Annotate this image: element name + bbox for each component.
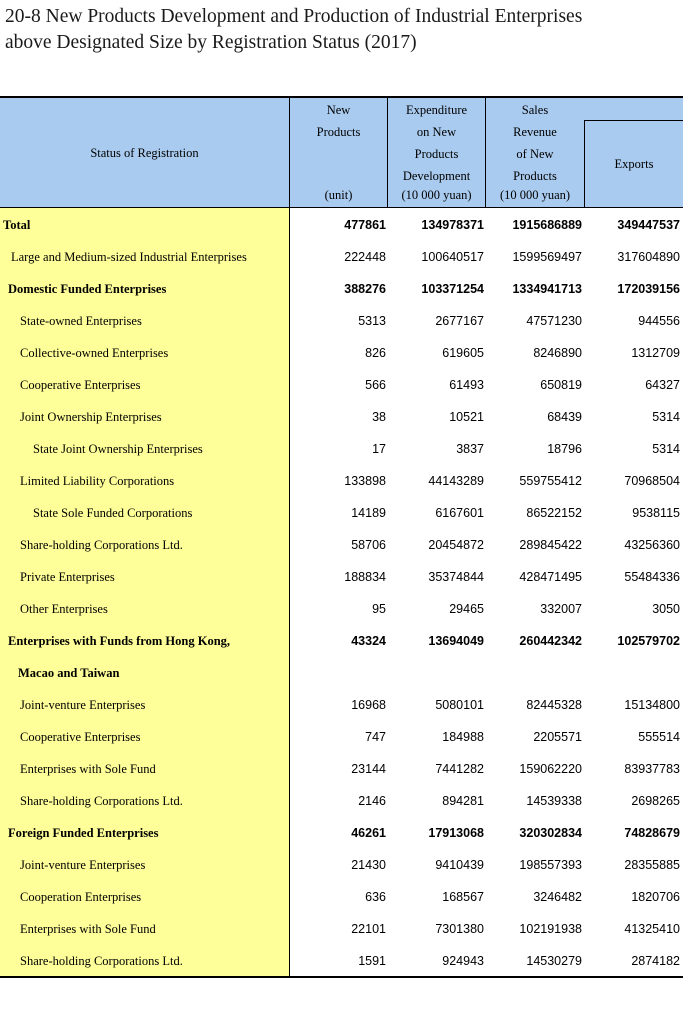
row-value: 428471495 xyxy=(519,570,582,584)
row-label: Total xyxy=(3,218,31,232)
row-value: 95 xyxy=(372,602,386,616)
row-value: 1312709 xyxy=(631,346,680,360)
table-row xyxy=(0,752,683,784)
row-value: 317604890 xyxy=(617,250,680,264)
row-value: 636 xyxy=(365,890,386,904)
row-value: 102191938 xyxy=(519,922,582,936)
table-row xyxy=(0,560,683,592)
table-row xyxy=(0,944,683,976)
table-row xyxy=(0,272,683,304)
row-value: 20454872 xyxy=(428,538,484,552)
row-value: 47571230 xyxy=(526,314,582,328)
header-expenditure-line: on New xyxy=(416,125,457,139)
row-value: 894281 xyxy=(442,794,484,808)
row-value: 18796 xyxy=(547,442,582,456)
row-value: 2677167 xyxy=(435,314,484,328)
row-value: 70968504 xyxy=(624,474,680,488)
table-header xyxy=(0,96,683,208)
table-body xyxy=(0,208,683,976)
row-value: 14189 xyxy=(351,506,386,520)
row-value: 38 xyxy=(372,410,386,424)
row-value: 43324 xyxy=(351,634,386,648)
row-value: 619605 xyxy=(442,346,484,360)
row-label: Foreign Funded Enterprises xyxy=(8,826,159,840)
header-expenditure xyxy=(388,98,486,207)
table-row xyxy=(0,688,683,720)
row-value: 5313 xyxy=(358,314,386,328)
row-value: 17913068 xyxy=(428,826,484,840)
table-row xyxy=(0,816,683,848)
row-value xyxy=(584,656,680,688)
row-value: 198557393 xyxy=(519,858,582,872)
table-row xyxy=(0,784,683,816)
row-value xyxy=(290,656,386,688)
row-label: Joint-venture Enterprises xyxy=(20,858,146,872)
row-label: Cooperation Enterprises xyxy=(20,890,142,904)
table-row xyxy=(0,336,683,368)
header-new-products-unit: (unit) xyxy=(324,188,353,202)
row-label: Collective-owned Enterprises xyxy=(20,346,169,360)
row-value: 17 xyxy=(372,442,386,456)
row-label: Large and Medium-sized Industrial Enterprises xyxy=(11,250,247,264)
row-value: 260442342 xyxy=(519,634,582,648)
row-value: 29465 xyxy=(449,602,484,616)
row-value: 1591 xyxy=(358,954,386,968)
row-value: 16968 xyxy=(351,698,386,712)
row-label: Limited Liability Corporations xyxy=(20,474,175,488)
row-value: 924943 xyxy=(442,954,484,968)
row-value: 55484336 xyxy=(624,570,680,584)
row-value: 555514 xyxy=(638,730,680,744)
row-value: 566 xyxy=(365,378,386,392)
row-label: Enterprises with Sole Fund xyxy=(20,922,156,936)
table-row xyxy=(0,464,683,496)
row-value: 8246890 xyxy=(533,346,582,360)
table-row xyxy=(0,656,683,688)
table-row xyxy=(0,848,683,880)
row-label: Joint-venture Enterprises xyxy=(20,698,146,712)
row-value: 102579702 xyxy=(617,634,680,648)
header-exports-label: Exports xyxy=(614,156,654,171)
row-value: 68439 xyxy=(547,410,582,424)
row-value: 332007 xyxy=(540,602,582,616)
table-row xyxy=(0,624,683,656)
row-value: 1820706 xyxy=(631,890,680,904)
row-label: Enterprises with Sole Fund xyxy=(20,762,156,776)
row-value: 650819 xyxy=(540,378,582,392)
table-row xyxy=(0,368,683,400)
header-sales-line: of New xyxy=(516,147,554,161)
row-value: 184988 xyxy=(442,730,484,744)
row-value: 74828679 xyxy=(624,826,680,840)
header-new-products xyxy=(290,98,388,207)
row-value: 103371254 xyxy=(421,282,484,296)
row-value: 222448 xyxy=(344,250,386,264)
row-value: 21430 xyxy=(351,858,386,872)
row-value: 3837 xyxy=(456,442,484,456)
header-sales-line: Revenue xyxy=(513,125,557,139)
row-label: Cooperative Enterprises xyxy=(20,378,141,392)
row-value: 64327 xyxy=(645,378,680,392)
row-value: 82445328 xyxy=(526,698,582,712)
page-title xyxy=(5,4,683,56)
row-value: 944556 xyxy=(638,314,680,328)
row-value: 5314 xyxy=(652,410,680,424)
row-value: 86522152 xyxy=(526,506,582,520)
table-row xyxy=(0,912,683,944)
header-exports xyxy=(584,120,683,207)
header-sales-unit: (10 000 yuan) xyxy=(499,188,571,202)
row-value: 1915686889 xyxy=(512,218,582,232)
row-value: 349447537 xyxy=(617,218,680,232)
row-value: 46261 xyxy=(351,826,386,840)
table-bottom-rule xyxy=(0,976,683,978)
row-value: 83937783 xyxy=(624,762,680,776)
row-value: 5314 xyxy=(652,442,680,456)
title-line-1: 20-8 New Products Development and Production of Industrial Enterprises xyxy=(5,6,583,27)
row-label: Share-holding Corporations Ltd. xyxy=(20,954,183,968)
row-value: 168567 xyxy=(442,890,484,904)
row-value: 388276 xyxy=(344,282,386,296)
row-value: 2146 xyxy=(358,794,386,808)
row-value: 61493 xyxy=(449,378,484,392)
row-value: 6167601 xyxy=(435,506,484,520)
table-row xyxy=(0,496,683,528)
header-sales-line: Sales xyxy=(521,103,549,117)
table-row xyxy=(0,400,683,432)
header-status-label: Status of Registration xyxy=(90,145,199,160)
row-value: 3050 xyxy=(652,602,680,616)
row-value: 826 xyxy=(365,346,386,360)
row-value: 15134800 xyxy=(624,698,680,712)
header-expenditure-line: Products xyxy=(414,147,459,161)
row-label: State Sole Funded Corporations xyxy=(33,506,193,520)
header-expenditure-line: Expenditure xyxy=(405,103,468,117)
row-value: 159062220 xyxy=(519,762,582,776)
row-value: 477861 xyxy=(344,218,386,232)
header-sales xyxy=(486,98,584,207)
header-status xyxy=(0,98,290,207)
row-value: 747 xyxy=(365,730,386,744)
row-label: Macao and Taiwan xyxy=(18,666,120,680)
table-row xyxy=(0,432,683,464)
row-value: 44143289 xyxy=(428,474,484,488)
row-value: 1334941713 xyxy=(512,282,582,296)
table-row xyxy=(0,240,683,272)
table-row xyxy=(0,208,683,240)
row-value: 9410439 xyxy=(435,858,484,872)
row-value: 14530279 xyxy=(526,954,582,968)
row-label: Joint Ownership Enterprises xyxy=(20,410,162,424)
row-value: 2205571 xyxy=(533,730,582,744)
table-row xyxy=(0,528,683,560)
row-value: 28355885 xyxy=(624,858,680,872)
table-row xyxy=(0,880,683,912)
row-label: Share-holding Corporations Ltd. xyxy=(20,538,183,552)
table-row xyxy=(0,304,683,336)
row-label: Domestic Funded Enterprises xyxy=(8,282,167,296)
row-value: 9538115 xyxy=(632,506,680,520)
row-value: 1599569497 xyxy=(512,250,582,264)
row-label: Other Enterprises xyxy=(20,602,108,616)
row-label: Share-holding Corporations Ltd. xyxy=(20,794,183,808)
row-value: 10521 xyxy=(449,410,484,424)
row-label: Private Enterprises xyxy=(20,570,115,584)
row-value: 559755412 xyxy=(519,474,582,488)
row-value xyxy=(486,656,582,688)
header-new-products-line: New xyxy=(326,103,351,117)
header-expenditure-unit: (10 000 yuan) xyxy=(401,188,472,202)
row-value: 58706 xyxy=(351,538,386,552)
row-value: 289845422 xyxy=(519,538,582,552)
row-value: 134978371 xyxy=(421,218,484,232)
row-value: 5080101 xyxy=(435,698,484,712)
table-row xyxy=(0,592,683,624)
row-value: 3246482 xyxy=(533,890,582,904)
row-value: 7441282 xyxy=(435,762,484,776)
row-value: 100640517 xyxy=(421,250,484,264)
row-value: 13694049 xyxy=(428,634,484,648)
header-sales-line: Products xyxy=(513,169,557,183)
row-value: 7301380 xyxy=(435,922,484,936)
row-value: 188834 xyxy=(344,570,386,584)
header-new-products-line: Products xyxy=(316,125,361,139)
row-label: State-owned Enterprises xyxy=(20,314,142,328)
row-value: 35374844 xyxy=(428,570,484,584)
row-value: 2874182 xyxy=(631,954,680,968)
row-value: 22101 xyxy=(351,922,386,936)
row-value: 2698265 xyxy=(631,794,680,808)
row-value: 320302834 xyxy=(519,826,582,840)
title-line-2: above Designated Size by Registration Status (2017) xyxy=(5,32,417,53)
row-label: State Joint Ownership Enterprises xyxy=(33,442,203,456)
data-table xyxy=(0,96,683,978)
row-value xyxy=(388,656,484,688)
row-value: 172039156 xyxy=(617,282,680,296)
row-label: Cooperative Enterprises xyxy=(20,730,141,744)
table-row xyxy=(0,720,683,752)
header-expenditure-line: Development xyxy=(402,169,471,183)
row-value: 14539338 xyxy=(526,794,582,808)
row-value: 43256360 xyxy=(624,538,680,552)
row-value: 23144 xyxy=(351,762,386,776)
row-label: Enterprises with Funds from Hong Kong, xyxy=(8,634,231,648)
row-value: 41325410 xyxy=(624,922,680,936)
row-value: 133898 xyxy=(344,474,386,488)
